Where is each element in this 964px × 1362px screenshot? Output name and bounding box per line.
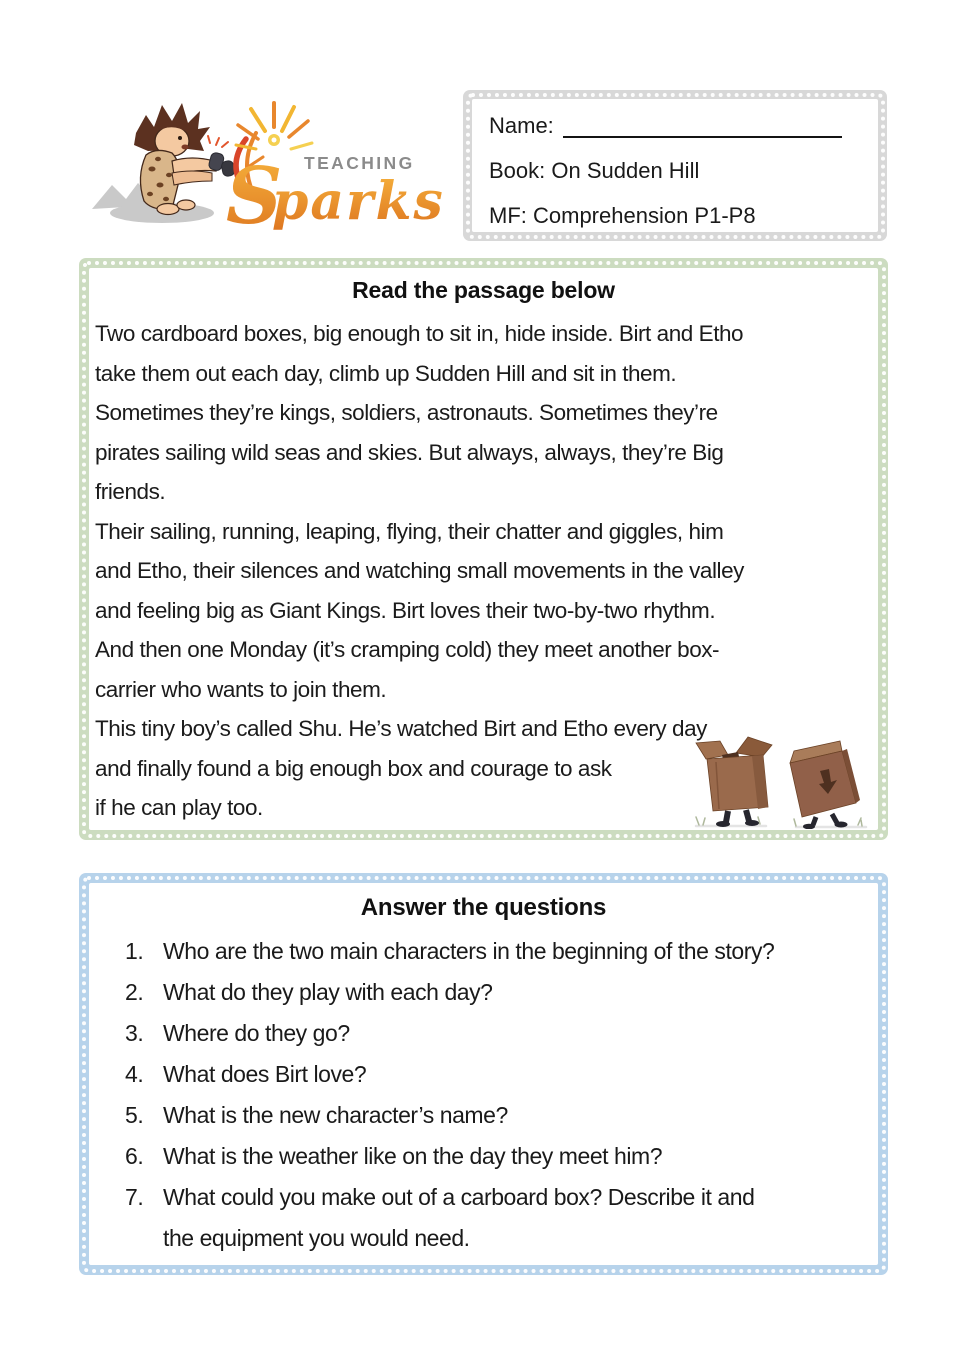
questions-box xyxy=(79,873,888,1275)
question-text: Who are the two main characters in the beginning of the story? xyxy=(163,938,775,964)
question-number: 6. xyxy=(125,1143,144,1169)
right-walking-box xyxy=(790,741,860,829)
question-number: 4. xyxy=(125,1061,144,1087)
sparks-initial-letter: S xyxy=(226,151,283,237)
question-text: What does Birt love? xyxy=(163,1061,367,1087)
passage-line: and finally found a big enough box and courage to ask xyxy=(95,755,612,781)
passage-line: pirates sailing wild seas and skies. But always, always, they’re Big xyxy=(95,439,724,465)
passage-line: Sometimes they’re kings, soldiers, astronauts. Sometimes they’re xyxy=(95,400,718,425)
book-line: Book: On Sudden Hill xyxy=(489,157,700,183)
passage-line: carrier who wants to join them. xyxy=(95,676,387,702)
passage-box xyxy=(79,258,888,840)
teaching-wordmark: TEACHING xyxy=(304,153,415,173)
box-carriers-illustration xyxy=(692,731,874,829)
question-item xyxy=(125,1177,878,1259)
sparks-wordmark: parks xyxy=(272,171,445,232)
mf-line: MF: Comprehension P1-P8 xyxy=(489,202,756,228)
passage-line: and Etho, their silences and watching small movements in the valley xyxy=(95,558,744,583)
question-text: What is the new character’s name? xyxy=(163,1102,508,1128)
question-text: Where do they go? xyxy=(163,1020,350,1046)
question-number: 2. xyxy=(125,979,144,1005)
question-item xyxy=(125,1013,878,1054)
question-item xyxy=(125,1054,878,1095)
student-info-box xyxy=(463,90,887,241)
question-text: What is the weather like on the day they meet him? xyxy=(163,1143,663,1169)
teaching-sparks-logo xyxy=(88,97,460,237)
caveman-illustration xyxy=(134,103,236,215)
passage-line: friends. xyxy=(95,479,166,504)
passage-line: This tiny boy’s called Shu. He’s watched Birt and Etho every day xyxy=(95,716,707,741)
passage-line: And then one Monday (it’s cramping cold) they meet another box- xyxy=(95,637,720,662)
passage-line: and feeling big as Giant Kings. Birt loves their two-by-two rhythm. xyxy=(95,597,716,623)
passage-line: if he can play too. xyxy=(95,795,263,820)
question-item xyxy=(125,931,878,972)
question-number: 5. xyxy=(125,1102,144,1128)
passage-line: take them out each day, climb up Sudden Hill and sit in them. xyxy=(95,360,677,386)
question-number: 3. xyxy=(125,1020,144,1046)
small-spark-icon xyxy=(208,136,228,147)
passage-title: Read the passage below xyxy=(352,277,615,303)
question-number: 1. xyxy=(125,938,144,964)
passage-line: Their sailing, running, leaping, flying, their chatter and giggles, him xyxy=(95,518,724,544)
question-item xyxy=(125,1136,878,1177)
questions-title: Answer the questions xyxy=(360,894,607,921)
passage-line: Two cardboard boxes, big enough to sit in, hide inside. Birt and Etho xyxy=(95,321,744,346)
question-item xyxy=(125,972,878,1013)
question-text: What could you make out of a carboard box? Describe it and xyxy=(163,1184,755,1210)
question-item xyxy=(125,1095,878,1136)
question-text-continued: the equipment you would need. xyxy=(163,1225,470,1251)
name-label: Name: xyxy=(489,112,554,138)
left-walking-box xyxy=(696,737,772,827)
name-blank-line xyxy=(563,114,842,138)
question-number: 7. xyxy=(125,1184,144,1210)
questions-list xyxy=(89,931,878,1259)
question-text: What do they play with each day? xyxy=(163,979,493,1005)
